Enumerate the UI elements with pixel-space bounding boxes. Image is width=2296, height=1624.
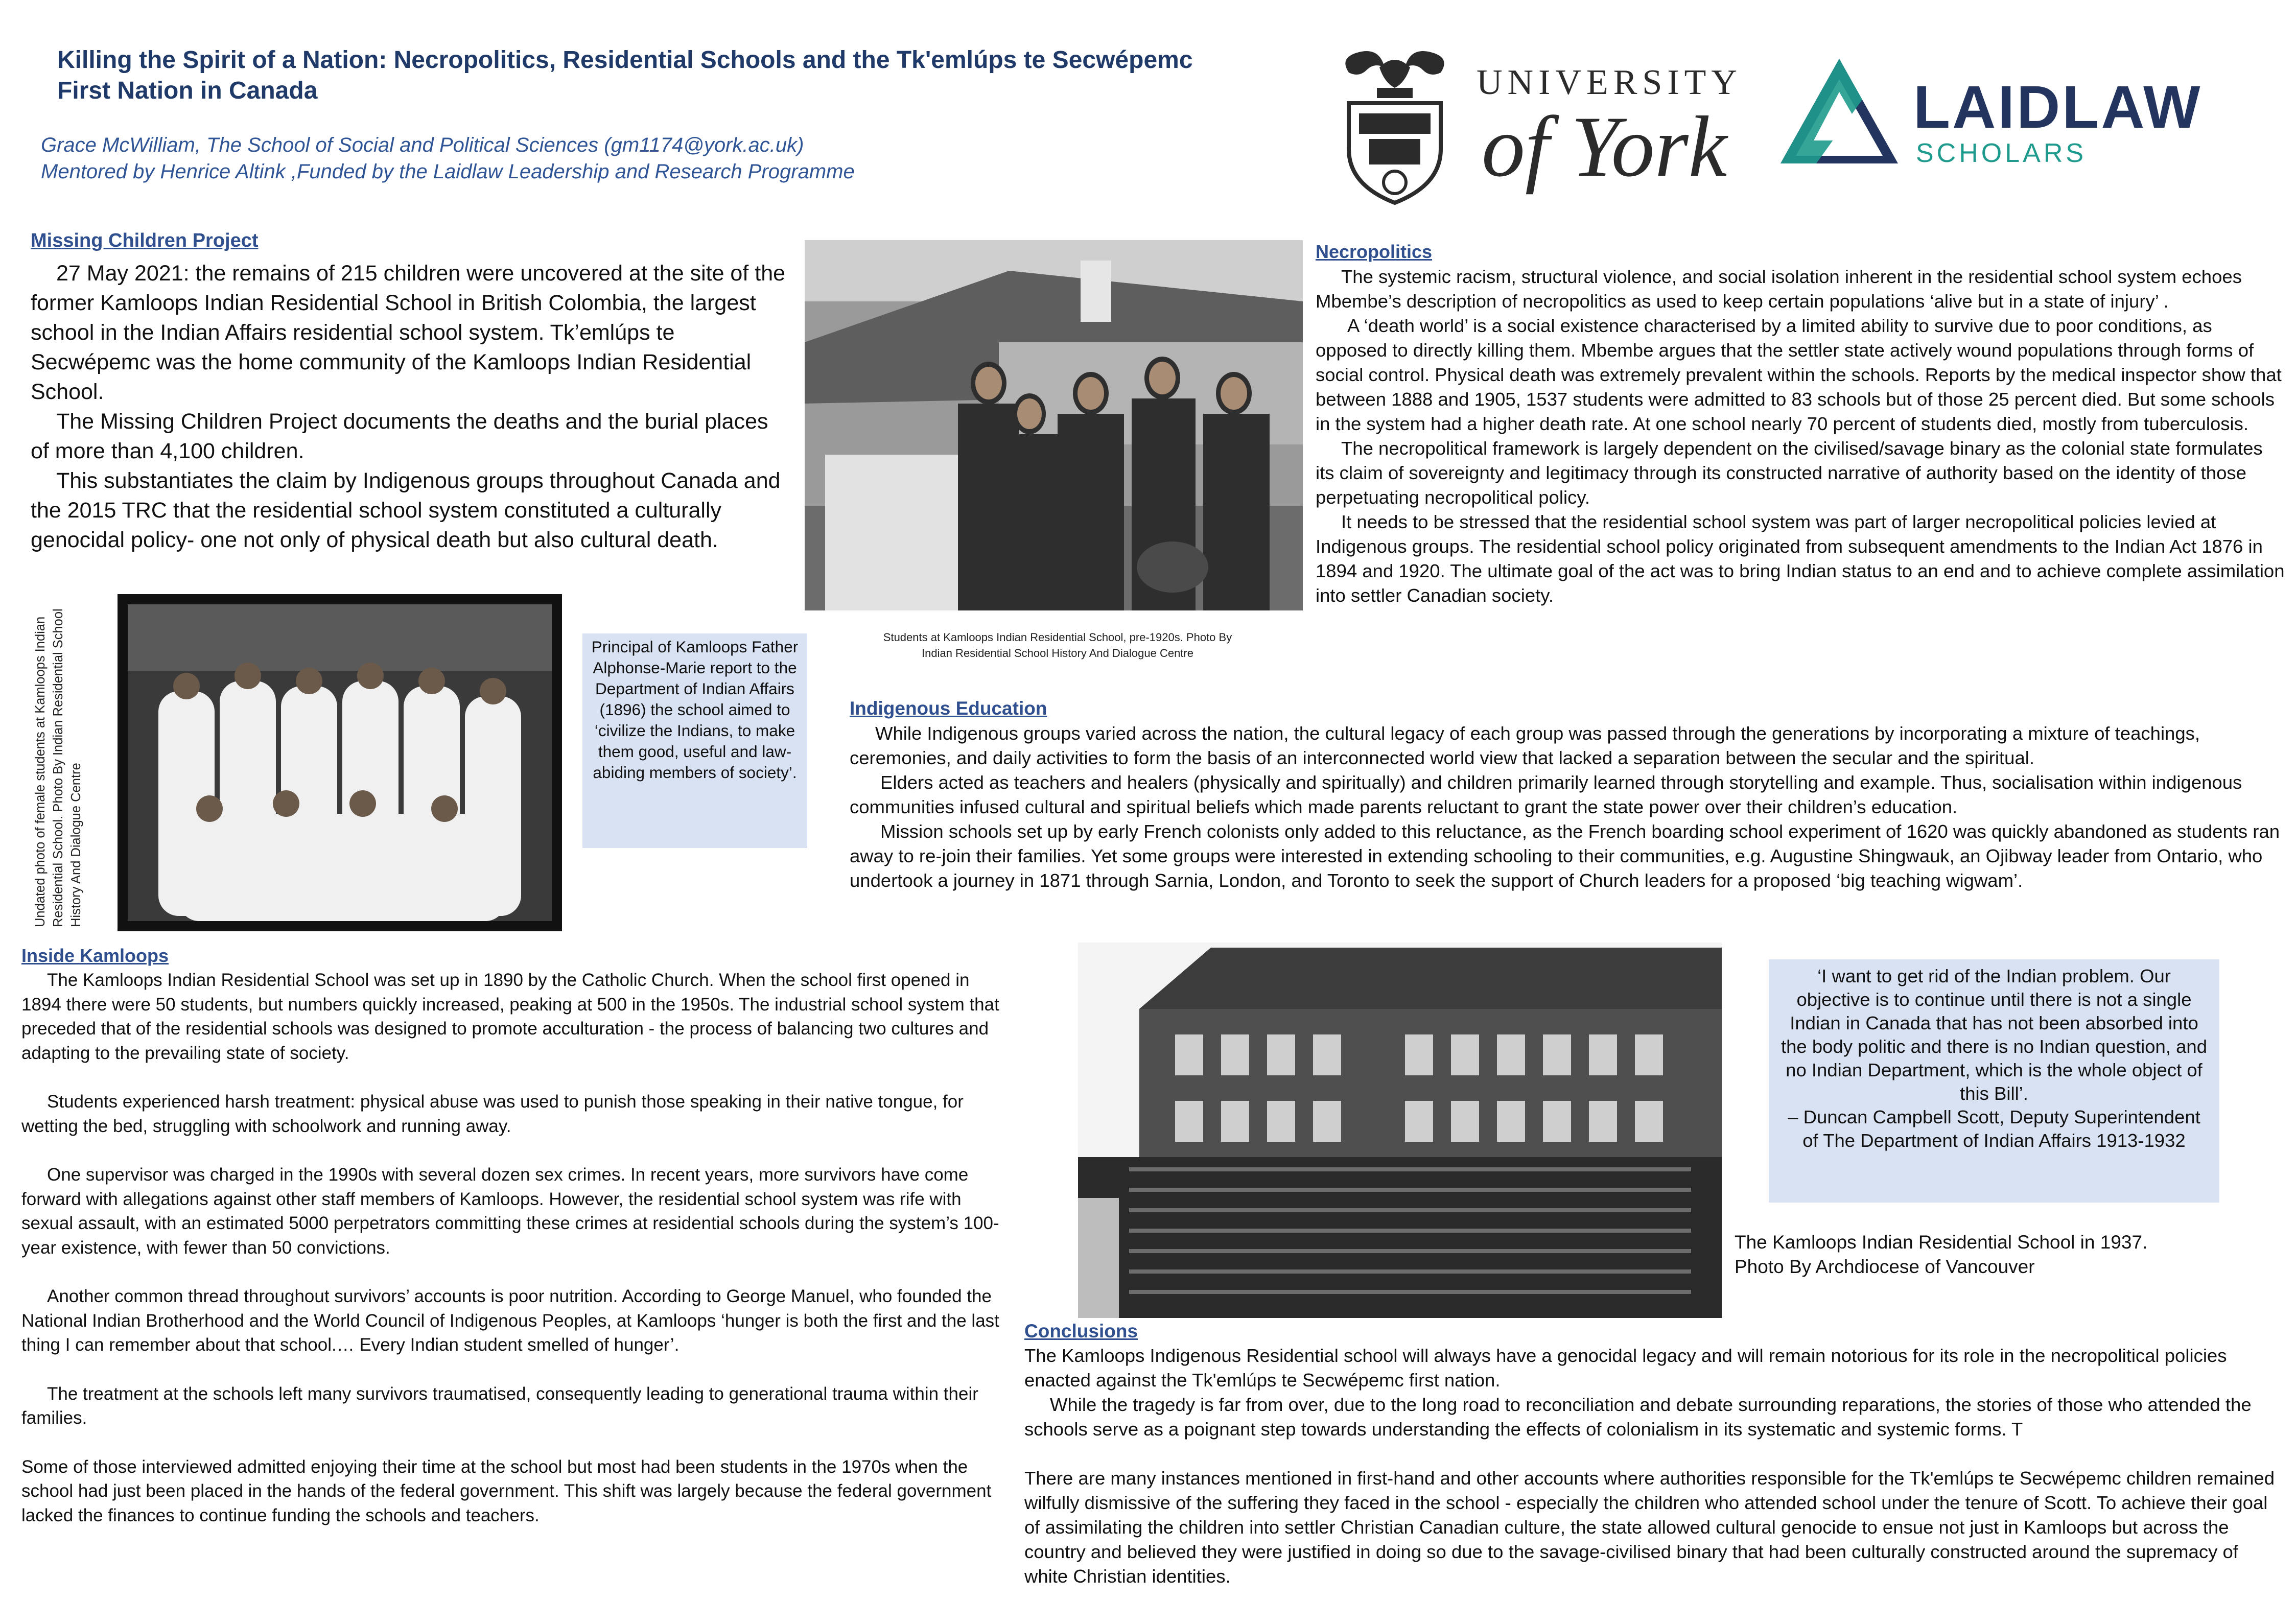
necropolitics-paragraph-3: The necropolitical framework is largely dependent on the civilised/savage binary as the colonial state formulates its claim of sovereignty and legitimacy through its constructed narrative of authority based on the identity of those perpetuating necropolitical policy. <box>1316 438 2263 508</box>
photo-1937-caption-line-2: Photo By Archdiocese of Vancouver <box>1735 1256 2035 1277</box>
scott-quote-text: ‘I want to get rid of the Indian problem. Our objective is to continue until there is not a single Indian in Canada that has not been absorbed into the body politic and there is no Indian question, and no Indian Department, which is the whole object of this Bill’. <box>1780 966 2207 1104</box>
author-line-1: Grace McWilliam, The School of Social and Political Sciences (gm1174@york.ac.uk) <box>41 134 804 156</box>
missing-children-paragraph-2: The Missing Children Project documents the deaths and the burial places of more than 4,100 children. <box>31 409 768 463</box>
indigenous-education-heading: Indigenous Education <box>850 698 1047 719</box>
photo-students-pre-1920s <box>805 240 1303 610</box>
photo-female-students-image <box>118 594 562 931</box>
missing-children-text <box>31 258 792 555</box>
inside-kamloops-heading: Inside Kamloops <box>21 945 169 966</box>
laidlaw-triangle-icon <box>1778 56 1901 169</box>
female-students-caption-wrap <box>32 600 108 927</box>
title-line-1: Killing the Spirit of a Nation: Necropolitics, Residential Schools and the Tk'emlúps te Secwépemc <box>57 46 1193 74</box>
conclusions-heading: Conclusions <box>1024 1321 1138 1341</box>
conclusions-paragraph-2: While the tragedy is far from over, due to the long road to reconciliation and debate surrounding reparations, the stories of those who attended the schools serve as a poignant step towards understanding the effects of colonialism in its systematic and systemic forms. T <box>1024 1394 2252 1440</box>
inside-kamloops-paragraph-5: The treatment at the schools left many survivors traumatised, consequently leading to generational trauma within their families. <box>21 1383 978 1428</box>
photo-1937-caption <box>1735 1230 2194 1279</box>
photo-students-image <box>805 240 1303 610</box>
scott-quote-attribution: – Duncan Campbell Scott, Deputy Superintendent of The Department of Indian Affairs 1913-1932 <box>1788 1107 2200 1151</box>
necropolitics-heading: Necropolitics <box>1316 241 1433 262</box>
laidlaw-name: LAIDLAW <box>1913 74 2203 141</box>
photo-kamloops-1937-image <box>1078 943 1722 1318</box>
title-line-2: First Nation in Canada <box>57 77 318 104</box>
photo-students-caption: Students at Kamloops Indian Residential School, pre-1920s. Photo By Indian Residential School History And Dialogue Centre <box>883 631 1232 660</box>
university-of-york-logo <box>1328 47 1742 210</box>
inside-kamloops-paragraph-1: The Kamloops Indian Residential School was set up in 1890 by the Catholic Church. When the school first opened in 1894 there were 50 students, but numbers quickly increased, peaking at 500 in the 1950s. The industrial school system that preceded that of the residential schools was designed to promote acculturation - the process of balancing two cultures and adapting to the prevailing state of society. <box>21 970 999 1063</box>
york-university-word: UNIVERSITY <box>1477 63 1742 102</box>
photo-1937-caption-line-1: The Kamloops Indian Residential School in 1937. <box>1735 1232 2148 1253</box>
laidlaw-scholars-word: SCHOLARS <box>1916 138 2087 168</box>
conclusions-paragraph-3: There are many instances mentioned in first-hand and other accounts where authorities responsible for the Tk'emlúps te Secwépemc children remained wilfully dismissive of the suffering they faced in the school - especially the children who attended school under the tenure of Scott. To achieve their goal of assimilating the children into settler Christian Canadian culture, the state allowed cultural genocide to ensue not just in Kamloops but across the country and believed they were justified in doing so due to the savage-civilised binary that had been culturally constructed around the supremacy of white Christian identities. <box>1024 1468 2275 1587</box>
scott-quote-box <box>1769 959 2219 1203</box>
poster-title <box>57 45 1294 106</box>
necropolitics-paragraph-2: A ‘death world’ is a social existence characterised by a limited ability to survive due to poor conditions, as opposed to directly killing them. Mbembe argues that the settler state actively wound populations through forms of social control. Physical death was extremely prevalent within the schools. Reports by the medical inspector show that between 1888 and 1905, 1537 students were admitted to 83 schools but of those 25 percent died. But some schools in the system had a higher death rate. At one school nearly 70 percent of students died, mostly from tuberculosis. <box>1316 315 2282 434</box>
missing-children-heading: Missing Children Project <box>31 230 259 251</box>
inside-kamloops-paragraph-3: One supervisor was charged in the 1990s with several dozen sex crimes. In recent years, more survivors have come forward with allegations against other staff members of Kamloops. However, the residential school system was rife with sexual assault, with an estimated 5000 perpetrators committing these crimes at residential schools during the system’s 100-year existence, with fewer than 50 convictions. <box>21 1165 999 1258</box>
conclusions-text <box>1024 1344 2286 1589</box>
necropolitics-paragraph-4: It needs to be stressed that the residential school system was part of larger necropolitical policies levied at Indigenous groups. The residential school policy originated from subsequent amendments to the Indian Act 1876 in 1894 and 1920. The ultimate goal of the act was to bring Indian status to an end and to achieve complete assimilation into settler Canadian society. <box>1316 511 2285 606</box>
indigenous-education-paragraph-1: While Indigenous groups varied across the nation, the cultural legacy of each group was passed through the generations by incorporating a mixture of teachings, ceremonies, and daily activities to form the basis of an interconnected world view that lacked a separation between the secular and the spiritual. <box>850 723 2200 768</box>
missing-children-paragraph-1: 27 May 2021: the remains of 215 children were uncovered at the site of the former Kamloops Indian Residential School in British Colombia, the largest school in the Indian Affairs residential school system. Tk’emlúps te Secwépemc was the home community of the Kamloops Indian Residential School. <box>31 261 786 404</box>
author-block <box>41 132 1114 185</box>
york-crest-icon <box>1328 47 1461 205</box>
female-students-caption: Undated photo of female students at Kamloops Indian Residential School. Photo By Indian Residential School History And Dialogue Centre <box>33 608 83 927</box>
missing-children-paragraph-3: This substantiates the claim by Indigenous groups throughout Canada and the 2015 TRC that the residential school system constituted a culturally genocidal policy- one not only of physical death but also cultural death. <box>31 468 781 552</box>
inside-kamloops-text <box>21 968 1002 1527</box>
indigenous-education-paragraph-2: Elders acted as teachers and healers (physically and spiritually) and children primarily learned through storytelling and example. Thus, socialisation within indigenous communities infused cultural and spiritual beliefs which made parents reluctant to grant the state power over their children’s education. <box>850 772 2242 817</box>
indigenous-education-text <box>850 721 2280 893</box>
photo-kamloops-1937 <box>1078 943 1722 1318</box>
necropolitics-paragraph-1: The systemic racism, structural violence, and social isolation inherent in the residential school system echoes Mbembe’s description of necropolitics as used to keep certain populations ‘alive but in a state of injury’ . <box>1316 266 2242 312</box>
conclusions-paragraph-1: The Kamloops Indigenous Residential school will always have a genocidal legacy and will remain notorious for its role in the necropolitical policies enacted against the Tk'emlúps te Secwépemc first nation. <box>1024 1345 2227 1391</box>
principal-quote-text: Principal of Kamloops Father Alphonse-Marie report to the Department of Indian Affairs (1896) the school aimed to ‘civilize the Indians, to make them good, useful and law-abiding members of society’. <box>591 638 799 782</box>
photo-female-students <box>118 594 562 931</box>
york-of-york-word: of York <box>1482 99 1727 195</box>
inside-kamloops-paragraph-6: Some of those interviewed admitted enjoying their time at the school but most had been students in the 1970s when the school had just been placed in the hands of the federal government. This shift was largely because the federal government lacked the finances to continue funding the schools and teachers. <box>21 1456 992 1525</box>
principal-quote-box <box>582 633 807 848</box>
inside-kamloops-paragraph-4: Another common thread throughout survivors’ accounts is poor nutrition. According to George Manuel, who founded the National Indian Brotherhood and the World Council of Indigenous Peoples, at Kamloops ‘hunger is both the first and the last thing I can remember about that school.… Every Indian student smelled of hunger’. <box>21 1286 999 1355</box>
author-line-2: Mentored by Henrice Altink ,Funded by the Laidlaw Leadership and Research Programme <box>41 160 855 183</box>
indigenous-education-paragraph-3: Mission schools set up by early French colonists only added to this reluctance, as the French boarding school experiment of 1620 was quickly abandoned as students ran away to re-join their families. Yet some groups were interested in extending schooling to their communities, e.g. Augustine Shingwauk, an Ojibway leader from Ontario, who undertook a journey in 1871 through Sarnia, London, and Toronto to seek the support of Church leaders for a proposed ‘big teaching wigwam’. <box>850 821 2280 891</box>
necropolitics-text <box>1316 265 2286 608</box>
laidlaw-scholars-logo <box>1778 56 2228 174</box>
inside-kamloops-paragraph-2: Students experienced harsh treatment: physical abuse was used to punish those speaking in their native tongue, for wetting the bed, struggling with schoolwork and running away. <box>21 1092 964 1136</box>
